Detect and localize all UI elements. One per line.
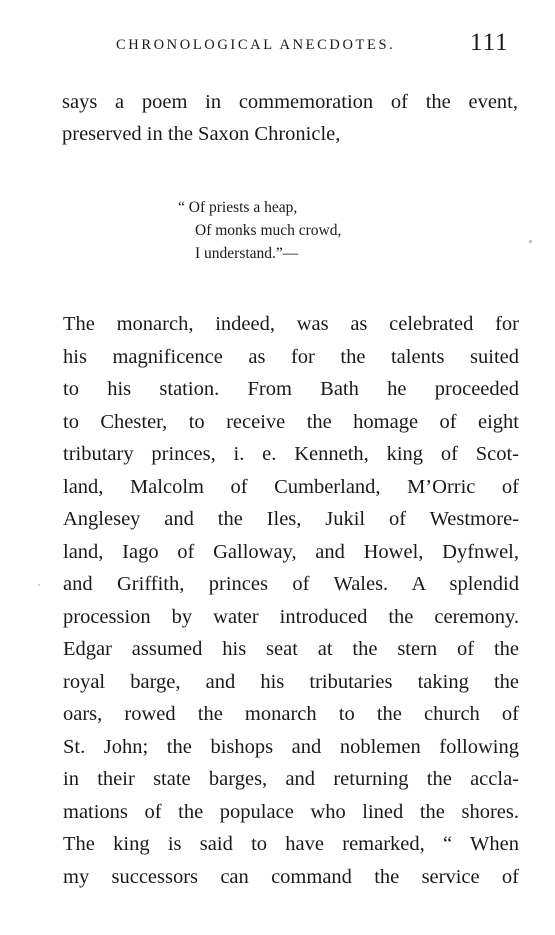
body-paragraph — [63, 308, 519, 893]
text-line: oars, rowed the monarch to the church of — [63, 703, 519, 725]
text-line: mations of the populace who lined the shores. — [63, 800, 519, 823]
text-line: Anglesey and the Iles, Jukil of Westmore- — [63, 508, 519, 530]
verse-line: Of monks much crowd, — [195, 222, 342, 239]
text-line: preserved in the Saxon Chronicle, — [62, 123, 341, 145]
paper-speck — [38, 584, 40, 586]
text-line: to his station. From Bath he proceeded — [63, 378, 519, 400]
verse-line: “ Of priests a heap, — [178, 199, 298, 216]
text-line: St. John; the bishops and noblemen following — [63, 735, 519, 758]
verse-line: I understand.”— — [195, 245, 299, 262]
text-line: to Chester, to receive the homage of eight — [63, 410, 519, 433]
text-line: tributary princes, i. e. Kenneth, king of Scot- — [63, 443, 519, 465]
text-line: royal barge, and his tributaries taking the — [63, 670, 519, 693]
text-line: The monarch, indeed, was as celebrated for — [63, 313, 519, 335]
running-title: CHRONOLOGICAL ANECDOTES. — [116, 37, 396, 53]
text-line: land, Malcolm of Cumberland, M’Orric of — [63, 475, 519, 498]
verse-quotation — [178, 196, 408, 265]
text-line: says a poem in commemoration of the event, — [62, 91, 518, 113]
text-line: land, Iago of Galloway, and Howel, Dyfnwel, — [63, 540, 519, 563]
opening-paragraph — [62, 86, 518, 150]
text-line: and Griffith, princes of Wales. A splendid — [63, 573, 519, 595]
text-line: in their state barges, and returning the accla- — [63, 768, 519, 790]
text-line: The king is said to have remarked, “ When — [63, 833, 519, 855]
paper-speck — [529, 240, 532, 243]
text-line: his magnificence as for the talents suited — [63, 345, 519, 368]
text-line: Edgar assumed his seat at the stern of the — [63, 638, 519, 660]
running-header — [0, 28, 555, 58]
text-line: procession by water introduced the ceremony. — [63, 605, 519, 628]
page-number: 111 — [470, 29, 509, 56]
text-line: my successors can command the service of — [63, 865, 519, 888]
